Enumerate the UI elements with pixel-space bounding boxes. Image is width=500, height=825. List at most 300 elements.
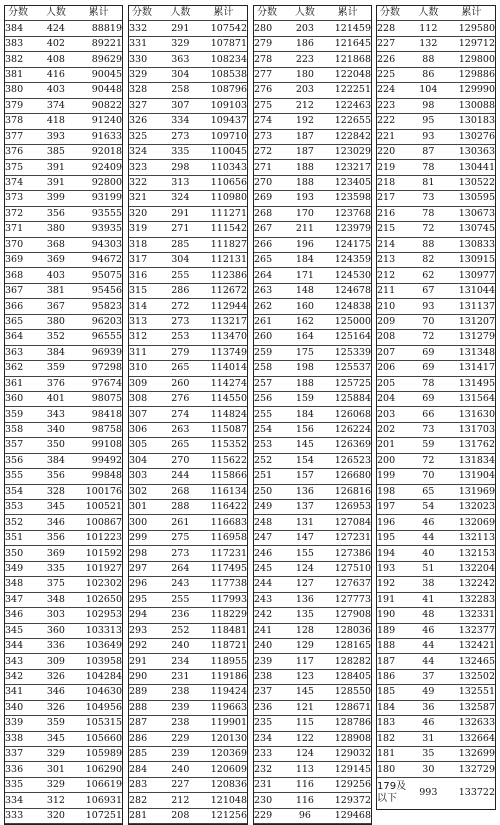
score-cell: 347 <box>5 592 37 607</box>
count-cell: 171 <box>286 268 325 283</box>
score-cell: 331 <box>129 36 161 51</box>
table-row <box>254 793 371 808</box>
score-cell: 252 <box>254 453 286 468</box>
table-row <box>254 777 371 792</box>
table-row <box>254 129 371 144</box>
table-row <box>254 623 371 638</box>
count-cell: 352 <box>37 330 76 345</box>
table-row <box>377 21 495 36</box>
score-cell: 218 <box>377 175 409 190</box>
count-cell: 131 <box>286 515 325 530</box>
table-row <box>254 376 371 391</box>
cumulative-cell: 129580 <box>448 21 495 36</box>
score-cell: 226 <box>377 52 409 67</box>
count-cell: 340 <box>37 422 76 437</box>
cumulative-cell: 132699 <box>448 747 495 762</box>
cumulative-cell: 97298 <box>75 361 122 376</box>
table-row <box>254 222 371 237</box>
score-cell: 230 <box>254 793 286 808</box>
score-cell: 224 <box>377 83 409 98</box>
cumulative-cell: 108796 <box>200 83 247 98</box>
cumulative-cell: 119663 <box>200 700 247 715</box>
table-row <box>5 191 122 206</box>
score-cell: 294 <box>129 608 161 623</box>
table-row <box>5 345 122 360</box>
score-cell: 326 <box>129 114 161 129</box>
cumulative-cell: 118481 <box>200 623 247 638</box>
table-row <box>5 438 122 453</box>
score-cell: 269 <box>254 191 286 206</box>
cumulative-cell: 108538 <box>200 67 247 82</box>
table-column-3 <box>253 5 372 825</box>
table-row <box>377 114 495 129</box>
table-row <box>254 500 371 515</box>
count-cell: 35 <box>409 747 448 762</box>
table-row <box>129 191 247 206</box>
score-cell: 219 <box>377 160 409 175</box>
table-row <box>254 299 371 314</box>
score-cell: 297 <box>129 561 161 576</box>
score-cell: 192 <box>377 577 409 592</box>
cumulative-cell: 124530 <box>324 268 371 283</box>
score-cell: 307 <box>129 407 161 422</box>
table-row <box>129 175 247 190</box>
score-cell: 237 <box>254 685 286 700</box>
cumulative-cell: 128550 <box>324 685 371 700</box>
table-row <box>377 685 495 700</box>
score-cell: 225 <box>377 67 409 82</box>
score-cell: 287 <box>129 716 161 731</box>
score-cell: 220 <box>377 144 409 159</box>
table-row <box>5 361 122 376</box>
table-row <box>129 546 247 561</box>
count-cell: 244 <box>161 469 200 484</box>
count-cell: 155 <box>286 546 325 561</box>
table-row <box>377 345 495 360</box>
score-cell: 348 <box>5 577 37 592</box>
count-cell: 86 <box>409 67 448 82</box>
count-cell: 424 <box>37 21 76 36</box>
count-cell: 286 <box>161 283 200 298</box>
cumulative-cell: 119424 <box>200 685 247 700</box>
score-cell: 246 <box>254 546 286 561</box>
count-cell: 70 <box>409 469 448 484</box>
cumulative-cell: 117231 <box>200 546 247 561</box>
count-cell: 403 <box>37 83 76 98</box>
cumulative-cell: 119901 <box>200 716 247 731</box>
header-row <box>377 6 495 21</box>
score-cell: 234 <box>254 731 286 746</box>
table-row <box>377 762 495 777</box>
count-cell: 385 <box>37 144 76 159</box>
score-cell: 257 <box>254 376 286 391</box>
count-cell: 231 <box>161 669 200 684</box>
count-cell: 128 <box>286 623 325 638</box>
cumulative-cell: 114274 <box>200 376 247 391</box>
cumulative-cell: 123768 <box>324 206 371 221</box>
cumulative-cell: 121645 <box>324 36 371 51</box>
table-row <box>5 700 122 715</box>
count-cell: 87 <box>409 144 448 159</box>
table-column-4 <box>376 5 496 810</box>
cumulative-cell: 121868 <box>324 52 371 67</box>
cumulative-cell: 125000 <box>324 314 371 329</box>
count-cell: 170 <box>286 206 325 221</box>
table-row <box>129 700 247 715</box>
count-cell: 258 <box>161 83 200 98</box>
count-cell: 376 <box>37 376 76 391</box>
score-cell: 281 <box>129 808 161 823</box>
column-header-cumulative: 累计 <box>200 6 247 21</box>
count-cell: 328 <box>37 484 76 499</box>
table-row <box>254 808 371 823</box>
score-cell: 215 <box>377 222 409 237</box>
table-row <box>254 716 371 731</box>
score-cell: 352 <box>5 515 37 530</box>
score-cell: 189 <box>377 623 409 638</box>
score-cell: 351 <box>5 530 37 545</box>
cumulative-cell: 111271 <box>200 206 247 221</box>
count-cell: 223 <box>286 52 325 67</box>
cumulative-cell: 121256 <box>200 808 247 823</box>
cumulative-cell: 131564 <box>448 391 495 406</box>
score-cell: 201 <box>377 438 409 453</box>
table-row <box>377 546 495 561</box>
table-row <box>5 376 122 391</box>
score-cell: 213 <box>377 253 409 268</box>
cumulative-cell: 131630 <box>448 407 495 422</box>
score-cell: 222 <box>377 114 409 129</box>
count-cell: 240 <box>161 762 200 777</box>
count-cell: 253 <box>161 330 200 345</box>
count-cell: 270 <box>161 453 200 468</box>
count-cell: 255 <box>161 268 200 283</box>
count-cell: 73 <box>409 422 448 437</box>
score-cell: 260 <box>254 330 286 345</box>
cumulative-cell: 90448 <box>75 83 122 98</box>
cumulative-cell: 116134 <box>200 484 247 499</box>
score-cell: 317 <box>129 253 161 268</box>
cumulative-cell: 111827 <box>200 237 247 252</box>
column-header-score: 分数 <box>254 6 286 21</box>
score-cell: 289 <box>129 685 161 700</box>
table-row <box>5 577 122 592</box>
score-cell: 270 <box>254 175 286 190</box>
count-cell: 359 <box>37 361 76 376</box>
count-cell: 148 <box>286 283 325 298</box>
score-cell: 380 <box>5 83 37 98</box>
cumulative-cell: 89221 <box>75 36 122 51</box>
cumulative-cell: 110045 <box>200 144 247 159</box>
table-row <box>377 654 495 669</box>
table-row <box>377 175 495 190</box>
cumulative-cell: 129256 <box>324 777 371 792</box>
score-cell: 207 <box>377 345 409 360</box>
table-row <box>129 314 247 329</box>
table-row <box>377 484 495 499</box>
score-cell: 198 <box>377 484 409 499</box>
table-row <box>5 144 122 159</box>
score-cell: 275 <box>254 98 286 113</box>
cumulative-cell: 125537 <box>324 361 371 376</box>
cumulative-cell: 127386 <box>324 546 371 561</box>
score-cell: 261 <box>254 314 286 329</box>
cumulative-cell: 127510 <box>324 561 371 576</box>
cumulative-cell: 123405 <box>324 175 371 190</box>
score-cell: 274 <box>254 114 286 129</box>
count-cell: 44 <box>409 654 448 669</box>
table-row <box>129 592 247 607</box>
table-row <box>129 669 247 684</box>
cumulative-cell: 119186 <box>200 669 247 684</box>
count-cell: 66 <box>409 407 448 422</box>
table-row <box>129 762 247 777</box>
count-cell: 334 <box>161 114 200 129</box>
table-row <box>129 237 247 252</box>
table-row <box>5 808 122 823</box>
cumulative-cell: 118229 <box>200 608 247 623</box>
cumulative-cell: 131969 <box>448 484 495 499</box>
column-header-cumulative: 累计 <box>324 6 371 21</box>
table-row <box>5 114 122 129</box>
score-cell: 293 <box>129 623 161 638</box>
cumulative-cell: 91633 <box>75 129 122 144</box>
score-cell: 359 <box>5 407 37 422</box>
count-cell: 203 <box>286 21 325 36</box>
table-row <box>254 577 371 592</box>
score-cell: 360 <box>5 391 37 406</box>
cumulative-cell: 132551 <box>448 685 495 700</box>
table-row <box>377 530 495 545</box>
count-cell: 236 <box>161 608 200 623</box>
cumulative-cell: 132664 <box>448 731 495 746</box>
header-row <box>254 6 371 21</box>
cumulative-cell: 130088 <box>448 98 495 113</box>
score-cell: 283 <box>129 777 161 792</box>
score-cell: 305 <box>129 438 161 453</box>
cumulative-cell: 98758 <box>75 422 122 437</box>
cumulative-cell: 132331 <box>448 608 495 623</box>
score-cell: 374 <box>5 175 37 190</box>
score-cell: 216 <box>377 206 409 221</box>
score-cell: 303 <box>129 469 161 484</box>
cumulative-cell: 127231 <box>324 530 371 545</box>
score-cell: 217 <box>377 191 409 206</box>
cumulative-cell: 130522 <box>448 175 495 190</box>
table-row <box>254 160 371 175</box>
score-cell: 243 <box>254 592 286 607</box>
score-cell: 229 <box>254 808 286 823</box>
score-cell: 341 <box>5 685 37 700</box>
score-cell: 295 <box>129 592 161 607</box>
table-row <box>254 283 371 298</box>
score-cell: 345 <box>5 623 37 638</box>
cumulative-cell: 131904 <box>448 469 495 484</box>
table-row <box>129 268 247 283</box>
count-cell: 147 <box>286 530 325 545</box>
count-cell: 145 <box>286 685 325 700</box>
count-cell: 154 <box>286 453 325 468</box>
table-row <box>5 268 122 283</box>
count-cell: 380 <box>37 314 76 329</box>
count-cell: 261 <box>161 515 200 530</box>
score-cell: 202 <box>377 422 409 437</box>
score-cell: 382 <box>5 52 37 67</box>
table-row <box>5 21 122 36</box>
count-cell: 263 <box>161 422 200 437</box>
cumulative-cell: 101927 <box>75 561 122 576</box>
cumulative-cell: 131348 <box>448 345 495 360</box>
score-cell: 196 <box>377 515 409 530</box>
cumulative-cell: 106290 <box>75 762 122 777</box>
score-cell: 242 <box>254 608 286 623</box>
count-cell: 345 <box>37 731 76 746</box>
table-row <box>254 422 371 437</box>
count-cell: 260 <box>161 376 200 391</box>
count-cell: 127 <box>286 577 325 592</box>
count-cell: 335 <box>37 561 76 576</box>
table-row <box>5 299 122 314</box>
cumulative-cell: 116683 <box>200 515 247 530</box>
count-cell: 346 <box>37 685 76 700</box>
score-cell: 370 <box>5 237 37 252</box>
cumulative-cell: 131834 <box>448 453 495 468</box>
table-row <box>377 36 495 51</box>
count-cell: 288 <box>161 500 200 515</box>
score-cell: 379 <box>5 98 37 113</box>
table-row <box>377 376 495 391</box>
cumulative-cell: 131417 <box>448 361 495 376</box>
count-cell: 81 <box>409 175 448 190</box>
count-cell: 356 <box>37 469 76 484</box>
score-cell: 290 <box>129 669 161 684</box>
count-cell: 345 <box>37 500 76 515</box>
score-cell: 190 <box>377 608 409 623</box>
cumulative-cell: 114014 <box>200 361 247 376</box>
table-row <box>5 253 122 268</box>
cumulative-cell: 130915 <box>448 253 495 268</box>
cumulative-cell: 124175 <box>324 237 371 252</box>
count-cell: 279 <box>161 345 200 360</box>
cumulative-cell: 104630 <box>75 685 122 700</box>
cumulative-cell: 120369 <box>200 747 247 762</box>
cumulative-cell: 132421 <box>448 638 495 653</box>
score-cell: 373 <box>5 191 37 206</box>
cumulative-cell: 95456 <box>75 283 122 298</box>
table-row <box>129 407 247 422</box>
count-cell: 124 <box>286 747 325 762</box>
score-cell: 308 <box>129 391 161 406</box>
score-cell: 279 <box>254 36 286 51</box>
count-cell: 346 <box>37 515 76 530</box>
score-cell: 285 <box>129 747 161 762</box>
cumulative-cell: 122842 <box>324 129 371 144</box>
score-cell: 251 <box>254 469 286 484</box>
score-cell: 324 <box>129 144 161 159</box>
cumulative-cell: 100521 <box>75 500 122 515</box>
header-row <box>129 6 247 21</box>
cumulative-cell: 129468 <box>324 808 371 823</box>
score-cell: 342 <box>5 669 37 684</box>
score-cell: 367 <box>5 283 37 298</box>
cumulative-cell: 131279 <box>448 330 495 345</box>
score-cell: 233 <box>254 747 286 762</box>
table-row <box>129 731 247 746</box>
table-row <box>377 515 495 530</box>
cumulative-cell: 127908 <box>324 608 371 623</box>
cumulative-cell: 113749 <box>200 345 247 360</box>
header-row <box>5 6 122 21</box>
count-cell: 329 <box>37 777 76 792</box>
count-cell: 309 <box>37 654 76 669</box>
cumulative-cell: 99492 <box>75 453 122 468</box>
score-cell: 311 <box>129 345 161 360</box>
score-cell: 193 <box>377 561 409 576</box>
table-column-2 <box>128 5 248 825</box>
count-cell: 73 <box>409 191 448 206</box>
table-row <box>129 422 247 437</box>
count-cell: 227 <box>161 777 200 792</box>
count-cell: 95 <box>409 114 448 129</box>
score-cell: 316 <box>129 268 161 283</box>
cumulative-cell: 122251 <box>324 83 371 98</box>
cumulative-cell: 98418 <box>75 407 122 422</box>
score-cell: 356 <box>5 453 37 468</box>
count-cell: 326 <box>37 700 76 715</box>
table-row <box>377 592 495 607</box>
count-cell: 243 <box>161 577 200 592</box>
table-row <box>5 237 122 252</box>
cumulative-cell: 102953 <box>75 608 122 623</box>
score-cell: 384 <box>5 21 37 36</box>
table-row <box>5 793 122 808</box>
table-row <box>129 299 247 314</box>
count-cell: 285 <box>161 237 200 252</box>
table-row <box>129 83 247 98</box>
count-cell: 271 <box>161 222 200 237</box>
table-row <box>377 731 495 746</box>
table-row <box>377 500 495 515</box>
cumulative-cell: 104956 <box>75 700 122 715</box>
table-row <box>377 438 495 453</box>
count-cell: 212 <box>161 793 200 808</box>
table-row <box>129 577 247 592</box>
table-row <box>254 747 371 762</box>
count-cell: 136 <box>286 484 325 499</box>
count-cell: 312 <box>37 793 76 808</box>
count-cell: 44 <box>409 638 448 653</box>
score-cell: 265 <box>254 253 286 268</box>
table-row <box>129 623 247 638</box>
count-cell: 112 <box>409 21 448 36</box>
cumulative-cell: 122048 <box>324 67 371 82</box>
table-row <box>5 67 122 82</box>
cumulative-cell: 126680 <box>324 469 371 484</box>
score-cell: 255 <box>254 407 286 422</box>
cumulative-cell: 108234 <box>200 52 247 67</box>
score-cell: 320 <box>129 206 161 221</box>
cumulative-cell: 113470 <box>200 330 247 345</box>
table-row <box>377 144 495 159</box>
cumulative-cell: 117738 <box>200 577 247 592</box>
count-cell: 72 <box>409 330 448 345</box>
count-cell: 356 <box>37 206 76 221</box>
table-row <box>377 237 495 252</box>
cumulative-cell: 100867 <box>75 515 122 530</box>
count-cell: 116 <box>286 793 325 808</box>
count-cell: 113 <box>286 762 325 777</box>
score-cell: 338 <box>5 731 37 746</box>
